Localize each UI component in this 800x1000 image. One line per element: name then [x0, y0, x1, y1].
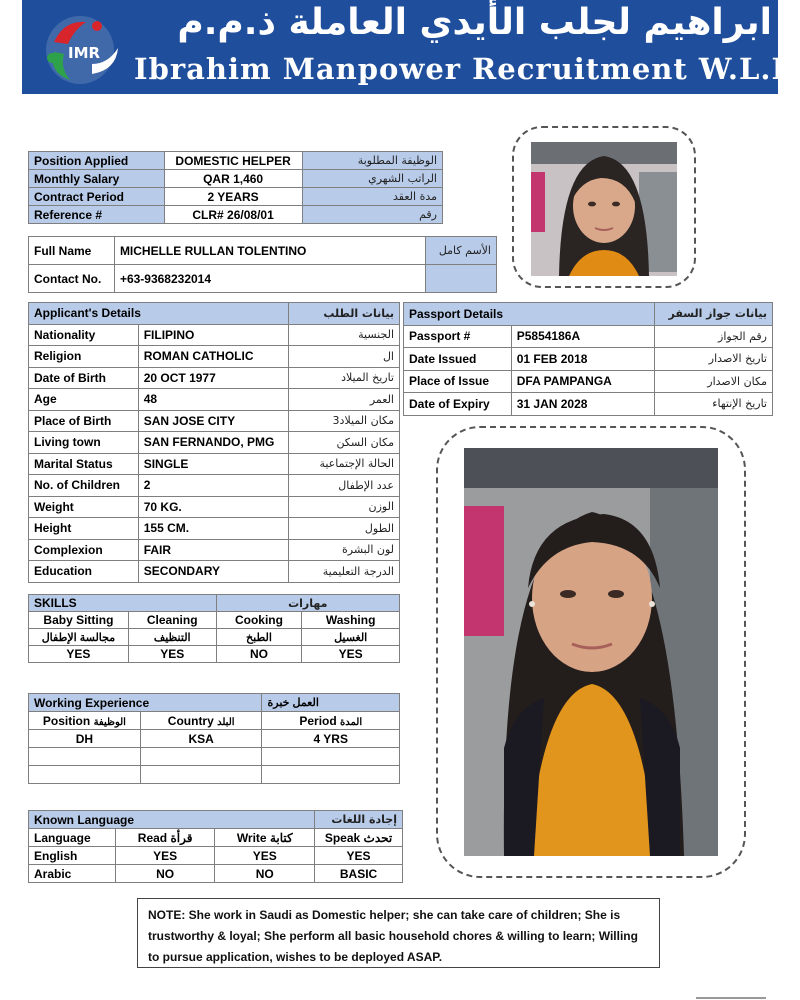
skill-name-arabic: مجالسة الإطفال: [29, 629, 129, 646]
position-label: Reference #: [29, 206, 165, 224]
applicant-field-arabic: مكان السكن: [288, 432, 399, 454]
applicant-field-value: 2: [138, 475, 288, 497]
col-read-header: Read قرأة: [115, 829, 215, 847]
passport-field-label: Passport #: [404, 325, 512, 348]
skill-name-arabic: الغسيل: [302, 629, 400, 646]
passport-row: [404, 325, 773, 348]
language-heading: Known Language: [29, 811, 315, 829]
contact-value: +63-9368232014: [114, 265, 425, 293]
position-table: [28, 151, 443, 224]
skill-value: YES: [29, 646, 129, 663]
applicant-field-value: SINGLE: [138, 453, 288, 475]
experience-period: 4 YRS: [262, 730, 400, 748]
passport-field-arabic: مكان الاصدار: [655, 370, 773, 393]
applicant-field-value: 155 CM.: [138, 518, 288, 540]
skill-name: Cleaning: [128, 612, 216, 629]
applicant-field-value: 48: [138, 389, 288, 411]
applicant-field-value: SAN JOSE CITY: [138, 410, 288, 432]
skill-value: NO: [216, 646, 302, 663]
applicant-field-arabic: لون البشرة: [288, 539, 399, 561]
applicant-field-label: Weight: [29, 496, 139, 518]
skills-heading-arabic: مهارات: [216, 595, 399, 612]
experience-empty-row: [29, 766, 400, 784]
skill-name: Baby Sitting: [29, 612, 129, 629]
passport-row: [404, 370, 773, 393]
company-name-arabic: ابراهيم لجلب الأيدي العاملة ذ.م.م: [177, 2, 772, 43]
applicant-field-arabic: العمر: [288, 389, 399, 411]
language-read: NO: [115, 865, 215, 883]
language-name: Arabic: [29, 865, 116, 883]
applicant-field-value: 20 OCT 1977: [138, 367, 288, 389]
applicant-field-label: Age: [29, 389, 139, 411]
full-name-label: Full Name: [29, 237, 115, 265]
full-name-value: MICHELLE RULLAN TOLENTINO: [114, 237, 425, 265]
applicant-field-arabic: الوزن: [288, 496, 399, 518]
note-box: NOTE: She work in Saudi as Domestic helper; she can take care of children; She is trustworthy & loyal; She perform all basic household chores & willing to learn; Willing to pursue application, wishes to be deployed ASAP.: [137, 898, 660, 968]
skill-name: Washing: [302, 612, 400, 629]
passport-field-label: Date Issued: [404, 348, 512, 371]
contact-table: [28, 236, 497, 293]
passport-field-arabic: تاريخ الإنتهاء: [655, 393, 773, 416]
position-arabic: الوظيفة المطلوبة: [302, 152, 442, 170]
skills-heading: SKILLS: [29, 595, 217, 612]
passport-field-value: DFA PAMPANGA: [511, 370, 654, 393]
passport-field-arabic: تاريخ الاصدار: [655, 348, 773, 371]
applicant-field-label: Place of Birth: [29, 410, 139, 432]
passport-row: [404, 348, 773, 371]
position-row: [29, 170, 443, 188]
applicant-field-value: FILIPINO: [138, 324, 288, 346]
col-language-header: Language: [29, 829, 116, 847]
passport-row: [404, 393, 773, 416]
experience-heading-arabic: العمل خبرة: [262, 694, 400, 712]
applicant-details-table: [28, 302, 400, 583]
language-table: [28, 810, 403, 883]
position-row: [29, 188, 443, 206]
applicant-row: [29, 561, 400, 583]
company-name-english: Ibrahim Manpower Recruitment W.L.L: [134, 52, 793, 86]
applicant-row: [29, 432, 400, 454]
applicant-row: [29, 475, 400, 497]
experience-empty-row: [29, 748, 400, 766]
col-period-header: Period المدة: [262, 712, 400, 730]
language-row: [29, 865, 403, 883]
position-row: [29, 206, 443, 224]
applicant-field-label: Height: [29, 518, 139, 540]
passport-field-value: 01 FEB 2018: [511, 348, 654, 371]
skill-value: YES: [128, 646, 216, 663]
position-arabic: الراتب الشهري: [302, 170, 442, 188]
language-heading-arabic: إجادة اللغات: [315, 811, 403, 829]
experience-country: KSA: [140, 730, 262, 748]
applicant-field-value: 70 KG.: [138, 496, 288, 518]
passport-field-label: Date of Expiry: [404, 393, 512, 416]
passport-heading: Passport Details: [404, 303, 655, 326]
full-name-arabic: الأسم كامل: [426, 237, 497, 265]
col-country-header: Country البلد: [140, 712, 262, 730]
applicant-field-arabic: مكان الميلاد3: [288, 410, 399, 432]
skill-name-arabic: التنظيف: [128, 629, 216, 646]
applicant-field-arabic: ال: [288, 346, 399, 368]
experience-heading: Working Experience: [29, 694, 262, 712]
language-speak: BASIC: [315, 865, 403, 883]
applicant-field-arabic: عدد الإطفال: [288, 475, 399, 497]
applicant-heading: Applicant's Details: [29, 303, 289, 325]
portrait-image: [464, 448, 718, 856]
passport-field-arabic: رقم الجواز: [655, 325, 773, 348]
logo-text: IMR: [68, 44, 101, 62]
applicant-row: [29, 410, 400, 432]
skills-table: [28, 594, 400, 663]
position-value: QAR 1,460: [164, 170, 302, 188]
position-arabic: رقم: [302, 206, 442, 224]
applicant-row: [29, 496, 400, 518]
applicant-photo-large: [464, 448, 718, 856]
col-speak-header: Speak تحدث: [315, 829, 403, 847]
applicant-row: [29, 367, 400, 389]
applicant-field-arabic: تاريخ الميلاد: [288, 367, 399, 389]
col-position-header: Position الوظيفة: [29, 712, 141, 730]
applicant-field-label: Marital Status: [29, 453, 139, 475]
applicant-row: [29, 539, 400, 561]
company-logo: [34, 12, 126, 86]
applicant-photo-small: [531, 142, 677, 276]
position-row: [29, 152, 443, 170]
language-write: NO: [215, 865, 315, 883]
applicant-row: [29, 346, 400, 368]
applicant-row: [29, 518, 400, 540]
header-banner: [22, 0, 793, 94]
applicant-heading-arabic: بيانات الطلب: [288, 303, 399, 325]
position-value: DOMESTIC HELPER: [164, 152, 302, 170]
language-write: YES: [215, 847, 315, 865]
applicant-field-arabic: الجنسية: [288, 324, 399, 346]
applicant-field-value: ROMAN CATHOLIC: [138, 346, 288, 368]
divider: [696, 997, 766, 999]
applicant-row: [29, 324, 400, 346]
applicant-field-label: Complexion: [29, 539, 139, 561]
experience-position: DH: [29, 730, 141, 748]
applicant-field-arabic: الطول: [288, 518, 399, 540]
language-row: [29, 847, 403, 865]
position-label: Position Applied: [29, 152, 165, 170]
position-label: Contract Period: [29, 188, 165, 206]
working-experience-table: [28, 693, 400, 784]
passport-field-label: Place of Issue: [404, 370, 512, 393]
skill-value: YES: [302, 646, 400, 663]
applicant-field-arabic: الحالة الإجتماعية: [288, 453, 399, 475]
passport-details-table: [403, 302, 773, 416]
passport-field-value: 31 JAN 2028: [511, 393, 654, 416]
applicant-field-label: Education: [29, 561, 139, 583]
experience-row: [29, 730, 400, 748]
portrait-image: [531, 142, 677, 276]
applicant-row: [29, 453, 400, 475]
position-value: CLR# 26/08/01: [164, 206, 302, 224]
applicant-field-value: SECONDARY: [138, 561, 288, 583]
col-write-header: Write كتابة: [215, 829, 315, 847]
contact-arabic-cell: [426, 265, 497, 293]
position-arabic: مدة العقد: [302, 188, 442, 206]
position-value: 2 YEARS: [164, 188, 302, 206]
language-name: English: [29, 847, 116, 865]
applicant-field-arabic: الدرجة التعليمية: [288, 561, 399, 583]
applicant-row: [29, 389, 400, 411]
language-speak: YES: [315, 847, 403, 865]
skill-name-arabic: الطبخ: [216, 629, 302, 646]
applicant-field-label: Nationality: [29, 324, 139, 346]
applicant-field-value: FAIR: [138, 539, 288, 561]
position-label: Monthly Salary: [29, 170, 165, 188]
contact-label: Contact No.: [29, 265, 115, 293]
applicant-field-label: Living town: [29, 432, 139, 454]
applicant-field-label: No. of Children: [29, 475, 139, 497]
passport-field-value: P5854186A: [511, 325, 654, 348]
applicant-field-label: Date of Birth: [29, 367, 139, 389]
passport-heading-arabic: بيانات جواز السفر: [655, 303, 773, 326]
applicant-field-value: SAN FERNANDO, PMG: [138, 432, 288, 454]
applicant-field-label: Religion: [29, 346, 139, 368]
skill-name: Cooking: [216, 612, 302, 629]
language-read: YES: [115, 847, 215, 865]
